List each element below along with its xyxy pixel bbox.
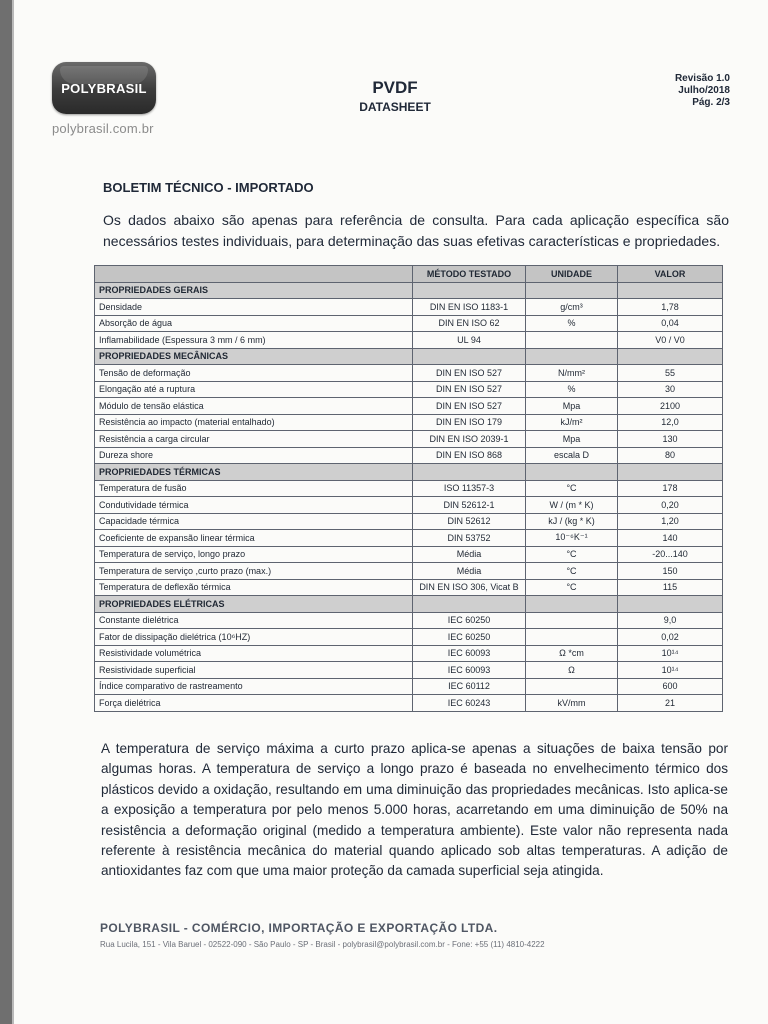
table-row [95, 480, 723, 497]
method-cell: IEC 60243 [413, 695, 526, 712]
property-cell: Temperatura de fusão [95, 480, 413, 497]
property-cell: Elongação até a ruptura [95, 381, 413, 398]
unit-cell: W / (m * K) [526, 497, 618, 514]
table-row [95, 365, 723, 382]
section-empty-cell [618, 464, 723, 481]
value-cell: V0 / V0 [618, 332, 723, 349]
unit-cell: N/mm² [526, 365, 618, 382]
unit-cell: Mpa [526, 398, 618, 415]
section-empty-cell [618, 596, 723, 613]
unit-cell: % [526, 381, 618, 398]
method-cell: IEC 60250 [413, 629, 526, 646]
revision-block [675, 73, 730, 109]
method-cell: ISO 11357-3 [413, 480, 526, 497]
value-cell: 0,04 [618, 315, 723, 332]
section-header-row [95, 348, 723, 365]
website-text: polybrasil.com.br [52, 121, 154, 136]
unit-cell: Mpa [526, 431, 618, 448]
property-cell: Resistividade volumétrica [95, 645, 413, 662]
section-empty-cell [526, 596, 618, 613]
unit-cell [526, 678, 618, 695]
footer-address: Rua Lucila, 151 - Vila Baruel - 02522-090 - São Paulo - SP - Brasil - polybrasil@polybrasil.com.br - Fone: +55 (11) 4810-4222 [100, 940, 545, 949]
method-cell: DIN EN ISO 1183-1 [413, 299, 526, 316]
value-cell: 10¹⁴ [618, 645, 723, 662]
section-header-row [95, 596, 723, 613]
value-cell: 600 [618, 678, 723, 695]
unit-cell: Ω [526, 662, 618, 679]
table-row [95, 530, 723, 547]
value-cell: 9,0 [618, 612, 723, 629]
table-row [95, 513, 723, 530]
properties-table [94, 265, 723, 712]
unit-cell [526, 612, 618, 629]
value-cell: 130 [618, 431, 723, 448]
header-unit: UNIDADE [526, 266, 618, 283]
property-cell: Fator de dissipação dielétrica (10⁶HZ) [95, 629, 413, 646]
method-cell: IEC 60093 [413, 645, 526, 662]
unit-cell: Ω *cm [526, 645, 618, 662]
value-cell: 1,20 [618, 513, 723, 530]
revision-number: Revisão 1.0 [674, 73, 730, 84]
method-cell: UL 94 [413, 332, 526, 349]
value-cell: 2100 [618, 398, 723, 415]
method-cell: Média [413, 563, 526, 580]
property-cell: Temperatura de serviço ,curto prazo (max.) [95, 563, 413, 580]
table-row [95, 546, 723, 563]
unit-cell: °C [526, 579, 618, 596]
method-cell: DIN EN ISO 527 [413, 398, 526, 415]
table-row [95, 678, 723, 695]
method-cell: IEC 60112 [413, 678, 526, 695]
property-cell: Módulo de tensão elástica [95, 398, 413, 415]
table-row [95, 398, 723, 415]
section-empty-cell [413, 464, 526, 481]
table-row [95, 332, 723, 349]
table-row [95, 563, 723, 580]
notes-paragraph: A temperatura de serviço máxima a curto prazo aplica-se apenas a situações de baixa tensão por algumas horas. A temperatura de serviço a longo prazo é baseada no envelhecimento térmico dos plásticos devido a oxidação, resultando em uma diminuição das propriedades mecânicas. Isto aplica-se a exposição a temperatura por pelo menos 5.000 horas, acarretando em uma diminuição de 50% na resistência a deformação original (medido a temperatura ambiente). Este valor não representa nada referente à resistência mecânica do material quando aplicado sob altas temperaturas. A adição de antioxidantes faz com que uma maior proteção da camada superficial seja atingida. [101, 741, 728, 879]
section-empty-cell [526, 348, 618, 365]
table-row [95, 645, 723, 662]
property-cell: Resistência ao impacto (material entalhado) [95, 414, 413, 431]
table-row [95, 579, 723, 596]
value-cell: -20...140 [618, 546, 723, 563]
unit-cell [526, 629, 618, 646]
revision-date: Julho/2018 [678, 85, 730, 96]
table-row [95, 612, 723, 629]
value-cell: 0,20 [618, 497, 723, 514]
bulletin-title: BOLETIM TÉCNICO - IMPORTADO [103, 180, 314, 195]
property-cell: Densidade [95, 299, 413, 316]
unit-cell: escala D [526, 447, 618, 464]
section-header-row [95, 464, 723, 481]
method-cell: DIN EN ISO 2039-1 [413, 431, 526, 448]
value-cell: 12,0 [618, 414, 723, 431]
value-cell: 1,78 [618, 299, 723, 316]
section-empty-cell [413, 596, 526, 613]
document-title: PVDF [372, 78, 418, 97]
method-cell: IEC 60250 [413, 612, 526, 629]
method-cell: DIN 52612 [413, 513, 526, 530]
section-title: PROPRIEDADES TÉRMICAS [95, 464, 413, 481]
section-empty-cell [618, 348, 723, 365]
page-number: Pág. 2/3 [692, 97, 730, 108]
method-cell: Média [413, 546, 526, 563]
property-cell: Absorção de água [95, 315, 413, 332]
section-empty-cell [413, 282, 526, 299]
property-cell: Índice comparativo de rastreamento [95, 678, 413, 695]
property-cell: Inflamabilidade (Espessura 3 mm / 6 mm) [95, 332, 413, 349]
property-cell: Temperatura de deflexão térmica [95, 579, 413, 596]
method-cell: DIN EN ISO 306, Vicat B [413, 579, 526, 596]
logo-text: POLYBRASIL [61, 80, 147, 96]
method-cell: DIN 53752 [413, 530, 526, 547]
scan-left-edge [0, 0, 12, 1024]
property-cell: Dureza shore [95, 447, 413, 464]
property-cell: Força dielétrica [95, 695, 413, 712]
section-empty-cell [526, 464, 618, 481]
header-method: MÉTODO TESTADO [413, 266, 526, 283]
intro-paragraph: Os dados abaixo são apenas para referência de consulta. Para cada aplicação específica são necessários testes individuais, para determinação das suas efetivas características e propriedades. [103, 212, 729, 249]
property-cell: Tensão de deformação [95, 365, 413, 382]
table-row [95, 695, 723, 712]
logo-highlight [60, 66, 148, 84]
value-cell: 55 [618, 365, 723, 382]
property-cell: Temperatura de serviço, longo prazo [95, 546, 413, 563]
value-cell: 21 [618, 695, 723, 712]
property-cell: Capacidade térmica [95, 513, 413, 530]
table-row [95, 662, 723, 679]
value-cell: 115 [618, 579, 723, 596]
method-cell: DIN 52612-1 [413, 497, 526, 514]
table-row [95, 381, 723, 398]
property-cell: Coeficiente de expansão linear térmica [95, 530, 413, 547]
property-cell: Resistência a carga circular [95, 431, 413, 448]
scan-edge-line [12, 0, 14, 1024]
table-row [95, 431, 723, 448]
unit-cell: °C [526, 546, 618, 563]
unit-cell: kJ/m² [526, 414, 618, 431]
method-cell: DIN EN ISO 527 [413, 381, 526, 398]
value-cell: 10¹⁴ [618, 662, 723, 679]
footer-company: POLYBRASIL - COMÉRCIO, IMPORTAÇÃO E EXPORTAÇÃO LTDA. [100, 921, 498, 935]
method-cell: DIN EN ISO 62 [413, 315, 526, 332]
property-cell: Condutividade térmica [95, 497, 413, 514]
table-row [95, 629, 723, 646]
unit-cell: kJ / (kg * K) [526, 513, 618, 530]
header-property [95, 266, 413, 283]
section-empty-cell [618, 282, 723, 299]
unit-cell: °C [526, 563, 618, 580]
table-row [95, 447, 723, 464]
property-cell: Constante dielétrica [95, 612, 413, 629]
unit-cell: °C [526, 480, 618, 497]
document-subtitle: DATASHEET [359, 100, 431, 114]
unit-cell: % [526, 315, 618, 332]
unit-cell: g/cm³ [526, 299, 618, 316]
table-row [95, 497, 723, 514]
value-cell: 0,02 [618, 629, 723, 646]
section-empty-cell [413, 348, 526, 365]
value-cell: 178 [618, 480, 723, 497]
section-header-row [95, 282, 723, 299]
table-row [95, 299, 723, 316]
section-empty-cell [526, 282, 618, 299]
header-value: VALOR [618, 266, 723, 283]
unit-cell [526, 332, 618, 349]
value-cell: 80 [618, 447, 723, 464]
polybrasil-logo [52, 62, 156, 114]
method-cell: DIN EN ISO 868 [413, 447, 526, 464]
section-title: PROPRIEDADES MECÂNICAS [95, 348, 413, 365]
value-cell: 30 [618, 381, 723, 398]
table-header-row [95, 266, 723, 283]
section-title: PROPRIEDADES ELÉTRICAS [95, 596, 413, 613]
table-row [95, 414, 723, 431]
table-row [95, 315, 723, 332]
unit-cell: kV/mm [526, 695, 618, 712]
value-cell: 150 [618, 563, 723, 580]
unit-cell: 10⁻⁶K⁻¹ [526, 530, 618, 547]
method-cell: DIN EN ISO 179 [413, 414, 526, 431]
method-cell: DIN EN ISO 527 [413, 365, 526, 382]
value-cell: 140 [618, 530, 723, 547]
property-cell: Resistividade superficial [95, 662, 413, 679]
section-title: PROPRIEDADES GERAIS [95, 282, 413, 299]
method-cell: IEC 60093 [413, 662, 526, 679]
